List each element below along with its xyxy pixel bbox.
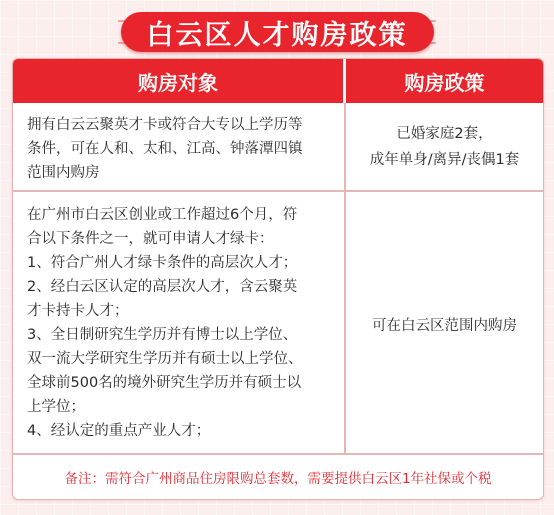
row1-target-line: 拥有白云云聚英才卡或符合大专以上学历等 xyxy=(27,117,303,133)
row2-target-cell xyxy=(27,203,303,443)
row2-target-line: 4、经认定的重点产业人才； xyxy=(27,423,211,439)
row2-target-line: 全球前500名的境外研究生学历并有硕士以 xyxy=(27,375,302,391)
row2-target-line: 才卡持卡人才； xyxy=(27,303,129,319)
title-pill xyxy=(121,12,434,52)
row2-policy-cell xyxy=(346,313,543,339)
row2-policy-line: 可在白云区范围内购房 xyxy=(372,318,517,334)
page-title: 白云区人才购房政策 xyxy=(146,19,408,51)
row1-policy-cell xyxy=(346,121,543,173)
row2-target-line: 上学位； xyxy=(27,399,85,415)
policy-table xyxy=(12,58,544,500)
header-target xyxy=(13,59,343,103)
footnote xyxy=(13,455,543,499)
footnote-text: 备注：需符合广州商品住房限购总套数，需要提供白云区1年社保或个税 xyxy=(64,471,492,487)
header-target-label: 购房对象 xyxy=(138,70,218,95)
row-divider xyxy=(13,190,543,192)
header-policy-label: 购房政策 xyxy=(404,70,485,95)
row2-target-line: 1、符合广州人才绿卡条件的高层次人才； xyxy=(27,255,298,271)
title-banner xyxy=(0,8,554,56)
row2-target-line: 3、全日制研究生学历并有博士以上学位、 xyxy=(27,327,298,343)
row1-policy-line: 已婚家庭2套， xyxy=(396,126,493,142)
row1-policy-line: 成年单身/离异/丧偶1套 xyxy=(369,152,520,168)
row1-target-line: 范围内购房 xyxy=(27,165,100,181)
row2-target-line: 合以下条件之一，就可申请人才绿卡： xyxy=(27,231,274,247)
row2-target-line: 在广州市白云区创业或工作超过6个月，符 xyxy=(27,207,298,223)
row1-target-cell xyxy=(27,113,303,185)
row1-target-line: 条件，可在人和、太和、江高、钟落潭四镇 xyxy=(27,141,303,157)
row2-target-line: 2、经白云区认定的高层次人才，含云聚英 xyxy=(27,279,298,295)
header-policy xyxy=(346,59,543,103)
row2-target-line: 双一流大学研究生学历并有硕士以上学位、 xyxy=(27,351,303,367)
